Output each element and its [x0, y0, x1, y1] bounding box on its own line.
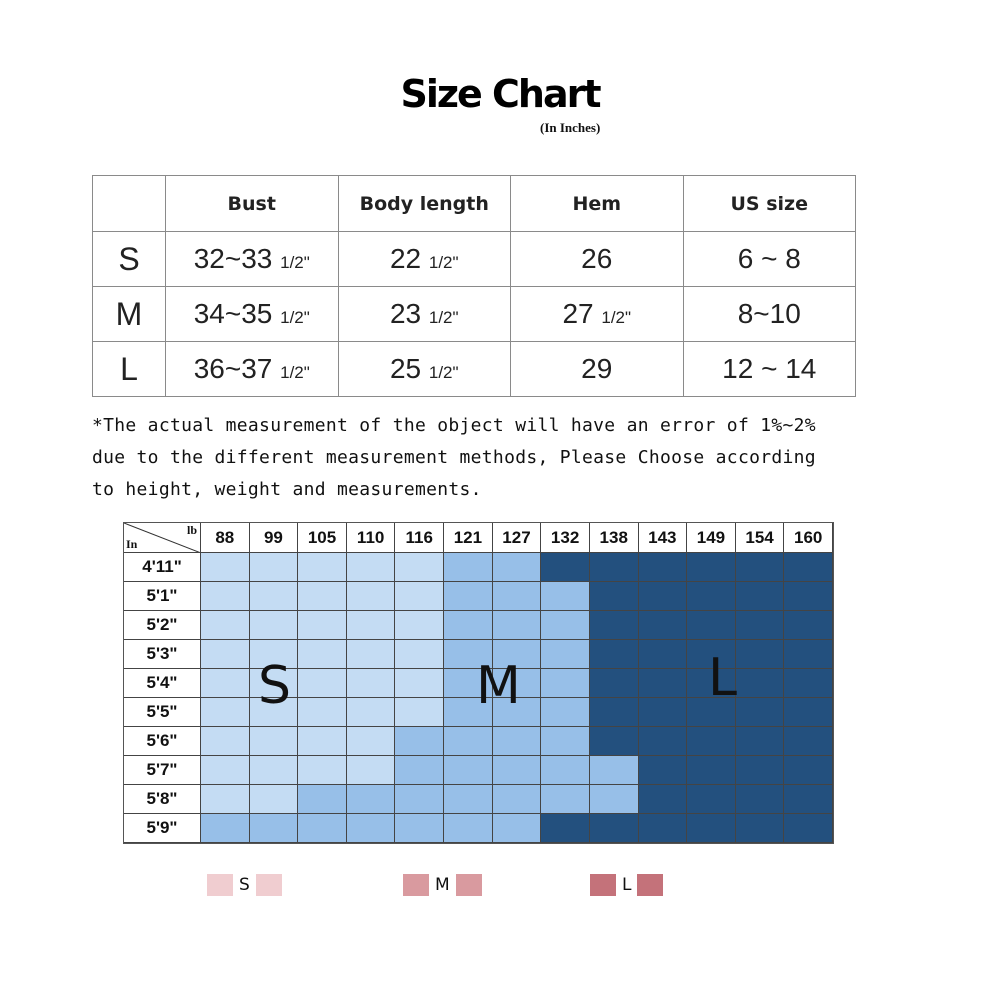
- grid-cell-l: [784, 698, 833, 727]
- grid-cell-l: [784, 727, 833, 756]
- grid-cell-m: [493, 553, 542, 582]
- height-header: 5'1": [124, 582, 201, 611]
- grid-cell-m: [444, 582, 493, 611]
- height-header: 5'7": [124, 756, 201, 785]
- grid-cell-l: [784, 640, 833, 669]
- grid-cell-s: [395, 582, 444, 611]
- grid-cell-l: [687, 814, 736, 843]
- grid-cell-m: [444, 756, 493, 785]
- grid-cell-l: [687, 582, 736, 611]
- grid-cell-l: [590, 553, 639, 582]
- height-header: 4'11": [124, 553, 201, 582]
- grid-cell-s: [201, 611, 250, 640]
- grid-cell-s: [347, 727, 396, 756]
- table-row: [93, 232, 856, 287]
- grid-cell-s: [201, 640, 250, 669]
- grid-cell-l: [639, 640, 688, 669]
- grid-cell-l: [736, 582, 785, 611]
- grid-cell-l: [541, 814, 590, 843]
- grid-cell-m: [444, 785, 493, 814]
- grid-cell-m: [590, 785, 639, 814]
- grid-cell-m: [298, 785, 347, 814]
- note-line: *The actual measurement of the object will have an error of 1%~2%: [92, 415, 816, 436]
- height-header: 5'2": [124, 611, 201, 640]
- grid-cell-l: [639, 669, 688, 698]
- grid-cell-l: [784, 611, 833, 640]
- length-cell: 25 1/2": [338, 342, 511, 397]
- bust-cell: 32~33 1/2": [166, 232, 339, 287]
- page-subtitle: (In Inches): [540, 120, 601, 135]
- corner-inches-label: In: [126, 537, 138, 551]
- legend-swatch: [590, 874, 616, 896]
- grid-cell-s: [298, 756, 347, 785]
- grid-cell-s: [298, 640, 347, 669]
- grid-cell-l: [541, 553, 590, 582]
- grid-cell-m: [541, 640, 590, 669]
- grid-cell-s: [395, 669, 444, 698]
- height-header: 5'6": [124, 727, 201, 756]
- size-cell: S: [93, 232, 166, 287]
- legend-m: [403, 873, 482, 897]
- legend-label: L: [616, 875, 637, 895]
- grid-cell-m: [493, 611, 542, 640]
- height-header: 5'5": [124, 698, 201, 727]
- us-size-cell: 6 ~ 8: [683, 232, 856, 287]
- grid-cell-s: [347, 669, 396, 698]
- size-cell: M: [93, 287, 166, 342]
- grid-cell-m: [444, 611, 493, 640]
- grid-cell-m: [541, 611, 590, 640]
- length-cell: 22 1/2": [338, 232, 511, 287]
- weight-header: 132: [541, 523, 590, 553]
- weight-header: 88: [201, 523, 250, 553]
- grid-cell-l: [590, 814, 639, 843]
- grid-cell-s: [250, 727, 299, 756]
- grid-cell-s: [201, 698, 250, 727]
- grid-cell-l: [639, 785, 688, 814]
- grid-cell-m: [541, 756, 590, 785]
- weight-header: 116: [395, 523, 444, 553]
- grid-cell-l: [736, 669, 785, 698]
- grid-cell-l: [687, 727, 736, 756]
- legend-swatch: [403, 874, 429, 896]
- grid-cell-l: [639, 727, 688, 756]
- grid-cell-l: [736, 727, 785, 756]
- grid-cell-s: [201, 582, 250, 611]
- grid-cell-s: [298, 582, 347, 611]
- grid-cell-s: [347, 582, 396, 611]
- grid-cell-m: [541, 669, 590, 698]
- region-label-l: L: [708, 648, 737, 708]
- note-line: due to the different measurement methods, Please Choose according: [92, 447, 816, 468]
- legend-swatch: [456, 874, 482, 896]
- corner-pounds-label: lb: [186, 523, 197, 537]
- bust-cell: 36~37 1/2": [166, 342, 339, 397]
- grid-cell-s: [395, 553, 444, 582]
- header-cell: [93, 176, 166, 232]
- note-line: to height, weight and measurements.: [92, 479, 482, 500]
- grid-cell-l: [784, 785, 833, 814]
- grid-cell-l: [639, 611, 688, 640]
- grid-cell-s: [298, 727, 347, 756]
- weight-header: 149: [687, 523, 736, 553]
- legend-label: M: [429, 875, 456, 895]
- grid-cell-m: [493, 582, 542, 611]
- grid-cell-m: [541, 582, 590, 611]
- grid-cell-s: [201, 669, 250, 698]
- grid-cell-m: [493, 727, 542, 756]
- grid-cell-s: [250, 582, 299, 611]
- grid-cell-l: [590, 640, 639, 669]
- us-size-cell: 12 ~ 14: [683, 342, 856, 397]
- grid-cell-s: [250, 756, 299, 785]
- legend-swatch: [207, 874, 233, 896]
- table-row: [93, 342, 856, 397]
- legend-swatch: [637, 874, 663, 896]
- grid-cell-s: [201, 727, 250, 756]
- header-cell: Body length: [338, 176, 511, 232]
- grid-corner: [124, 523, 201, 553]
- weight-header: 105: [298, 523, 347, 553]
- measurement-note: [92, 410, 892, 506]
- hem-cell: 27 1/2": [511, 287, 684, 342]
- height-header: 5'4": [124, 669, 201, 698]
- grid-cell-l: [639, 698, 688, 727]
- grid-cell-m: [444, 814, 493, 843]
- height-header: 5'9": [124, 814, 201, 843]
- grid-cell-l: [784, 582, 833, 611]
- size-table-header-row: [93, 176, 856, 232]
- grid-cell-s: [347, 756, 396, 785]
- grid-cell-s: [395, 611, 444, 640]
- grid-cell-l: [687, 785, 736, 814]
- size-table: [92, 175, 856, 397]
- weight-header: 121: [444, 523, 493, 553]
- region-label-m: M: [476, 656, 521, 716]
- grid-cell-m: [347, 785, 396, 814]
- grid-cell-m: [395, 727, 444, 756]
- grid-cell-l: [736, 611, 785, 640]
- grid-cell-s: [201, 553, 250, 582]
- grid-cell-m: [541, 698, 590, 727]
- grid-cell-s: [347, 553, 396, 582]
- grid-cell-m: [298, 814, 347, 843]
- grid-cell-s: [298, 698, 347, 727]
- header-cell: Bust: [166, 176, 339, 232]
- us-size-cell: 8~10: [683, 287, 856, 342]
- grid-cell-l: [687, 756, 736, 785]
- grid-cell-l: [736, 640, 785, 669]
- grid-cell-l: [736, 756, 785, 785]
- page-title: Size Chart: [400, 72, 600, 116]
- grid-cell-l: [687, 611, 736, 640]
- region-label-s: S: [258, 656, 292, 716]
- hem-cell: 26: [511, 232, 684, 287]
- grid-cell-m: [201, 814, 250, 843]
- grid-cell-s: [250, 785, 299, 814]
- grid-cell-l: [687, 553, 736, 582]
- grid-cell-l: [590, 669, 639, 698]
- grid-cell-l: [639, 756, 688, 785]
- grid-cell-m: [541, 727, 590, 756]
- legend-s: [207, 873, 282, 897]
- grid-cell-s: [347, 611, 396, 640]
- grid-cell-s: [395, 698, 444, 727]
- grid-cell-s: [250, 611, 299, 640]
- grid-cell-m: [493, 756, 542, 785]
- grid-cell-l: [590, 611, 639, 640]
- weight-header: 160: [784, 523, 833, 553]
- grid-cell-m: [395, 756, 444, 785]
- grid-cell-l: [736, 814, 785, 843]
- grid-cell-m: [541, 785, 590, 814]
- grid-cell-l: [736, 553, 785, 582]
- weight-header: 143: [639, 523, 688, 553]
- grid-cell-m: [444, 553, 493, 582]
- grid-cell-m: [347, 814, 396, 843]
- grid-cell-m: [590, 756, 639, 785]
- grid-cell-l: [639, 582, 688, 611]
- grid-cell-s: [298, 553, 347, 582]
- grid-cell-l: [639, 553, 688, 582]
- grid-cell-s: [298, 611, 347, 640]
- grid-cell-s: [201, 785, 250, 814]
- grid-cell-s: [347, 640, 396, 669]
- height-header: 5'8": [124, 785, 201, 814]
- grid-cell-l: [590, 727, 639, 756]
- legend-swatch: [256, 874, 282, 896]
- header-cell: US size: [683, 176, 856, 232]
- grid-cell-m: [395, 814, 444, 843]
- grid-cell-m: [250, 814, 299, 843]
- height-header: 5'3": [124, 640, 201, 669]
- grid-cell-m: [493, 785, 542, 814]
- grid-cell-l: [784, 756, 833, 785]
- hem-cell: 29: [511, 342, 684, 397]
- grid-cell-s: [347, 698, 396, 727]
- grid-cell-s: [298, 669, 347, 698]
- weight-header: 138: [590, 523, 639, 553]
- grid-cell-s: [201, 756, 250, 785]
- weight-header: 99: [250, 523, 299, 553]
- weight-header: 154: [736, 523, 785, 553]
- grid-cell-l: [784, 669, 833, 698]
- grid-cell-m: [395, 785, 444, 814]
- size-cell: L: [93, 342, 166, 397]
- grid-cell-l: [590, 698, 639, 727]
- legend-l: [590, 873, 663, 897]
- grid-cell-l: [784, 553, 833, 582]
- grid-cell-m: [444, 727, 493, 756]
- table-row: [93, 287, 856, 342]
- header-cell: Hem: [511, 176, 684, 232]
- bust-cell: 34~35 1/2": [166, 287, 339, 342]
- grid-cell-l: [784, 814, 833, 843]
- grid-cell-l: [736, 785, 785, 814]
- legend-label: S: [233, 875, 256, 895]
- grid-cell-s: [395, 640, 444, 669]
- weight-header: 110: [347, 523, 396, 553]
- weight-header: 127: [493, 523, 542, 553]
- length-cell: 23 1/2": [338, 287, 511, 342]
- grid-cell-l: [736, 698, 785, 727]
- grid-cell-l: [590, 582, 639, 611]
- grid-cell-s: [250, 553, 299, 582]
- grid-cell-l: [639, 814, 688, 843]
- grid-cell-m: [493, 814, 542, 843]
